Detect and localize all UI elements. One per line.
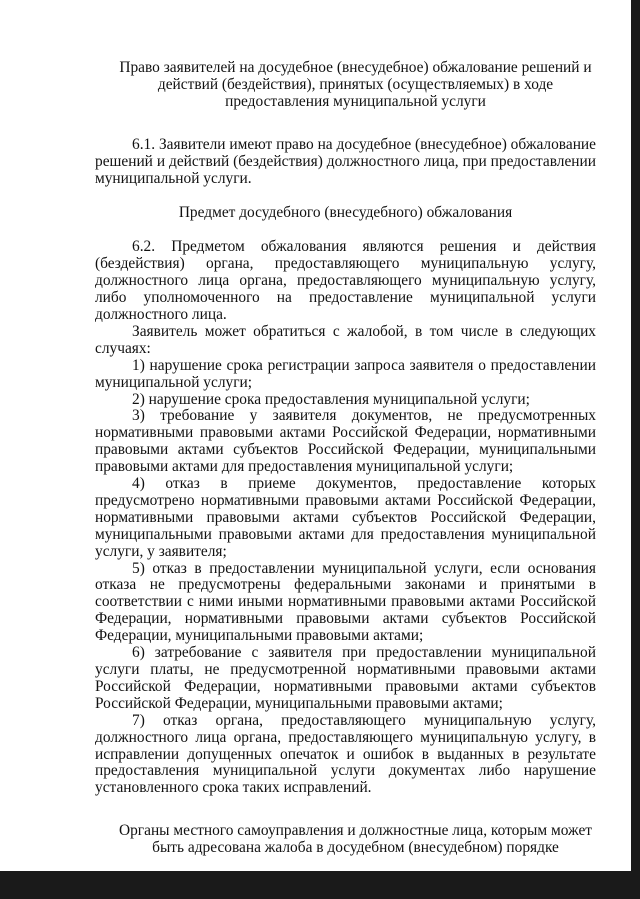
heading-subject: Предмет досудебного (внесудебного) обжалования xyxy=(178,204,513,222)
heading-bodies: Органы местного самоуправления и должностные лица, которым может быть адресована жалоба в досудебном (внесудебном) порядке xyxy=(118,822,593,857)
paragraph-6-1: 6.1. Заявители имеют право на досудебное (внесудебное) обжалование решений и действий (бездействия) должностного лица, при предоставлении муниципальной услуги. xyxy=(95,135,596,187)
case-item-4: 4) отказ в приеме документов, предоставление которых предусмотрено нормативными правовыми актами Российской Федерации, нормативными правовыми актами субъектов Российской Федерации, муниципальными правовыми актами для предоставления муниципальной услуги, у заявителя; xyxy=(95,475,596,560)
heading-appeal-right: Право заявителей на досудебное (внесудебное) обжалование решений и действий (бездействия), принятых (осуществляемых) в ходе предоставления муниципальной услуги xyxy=(119,59,592,110)
paragraph-cases-intro: Заявитель может обратиться с жалобой, в том числе в следующих случаях: xyxy=(95,322,596,357)
case-item-2: 2) нарушение срока предоставления муниципальной услуги; xyxy=(132,390,530,408)
case-item-1: 1) нарушение срока регистрации запроса заявителя о предоставлении муниципальной услуги; xyxy=(95,356,596,391)
paragraph-6-2: 6.2. Предметом обжалования являются решения и действия (бездействия) органа, предоставляющего муниципальную услугу, должностного лица органа, предоставляющего муниципальную услугу, либо уполномоченного на предоставление муниципальной услуги должностного лица. xyxy=(95,238,596,323)
document-body xyxy=(95,60,596,857)
case-item-7: 7) отказ органа, предоставляющего муниципальную услугу, должностного лица органа, предоставляющего муниципальную услугу, в исправлении допущенных опечаток и ошибок в выданных в результате предоставления муниципальной услуги документах либо нарушение установленного срока таких исправлений. xyxy=(95,711,596,797)
case-item-5: 5) отказ в предоставлении муниципальной услуги, если основания отказа не предусмотрены федеральными законами и принятыми в соответствии с ними иными нормативными правовыми актами Российской Федерации, нормативными правовыми актами субъектов Российской Федерации, муниципальными правовыми актами; xyxy=(95,559,596,645)
case-item-3: 3) требование у заявителя документов, не предусмотренных нормативными правовыми актами Российской Федерации, нормативными правовыми актами субъектов Российской Федерации, муниципальными правовыми актами для предоставления муниципальной услуги; xyxy=(95,407,596,476)
case-item-6: 6) затребование с заявителя при предоставлении муниципальной услуги платы, не предусмотренной нормативными правовыми актами Российской Федерации, нормативными правовыми актами субъектов Российской Федерации, муниципальными правовыми актами; xyxy=(95,644,596,712)
